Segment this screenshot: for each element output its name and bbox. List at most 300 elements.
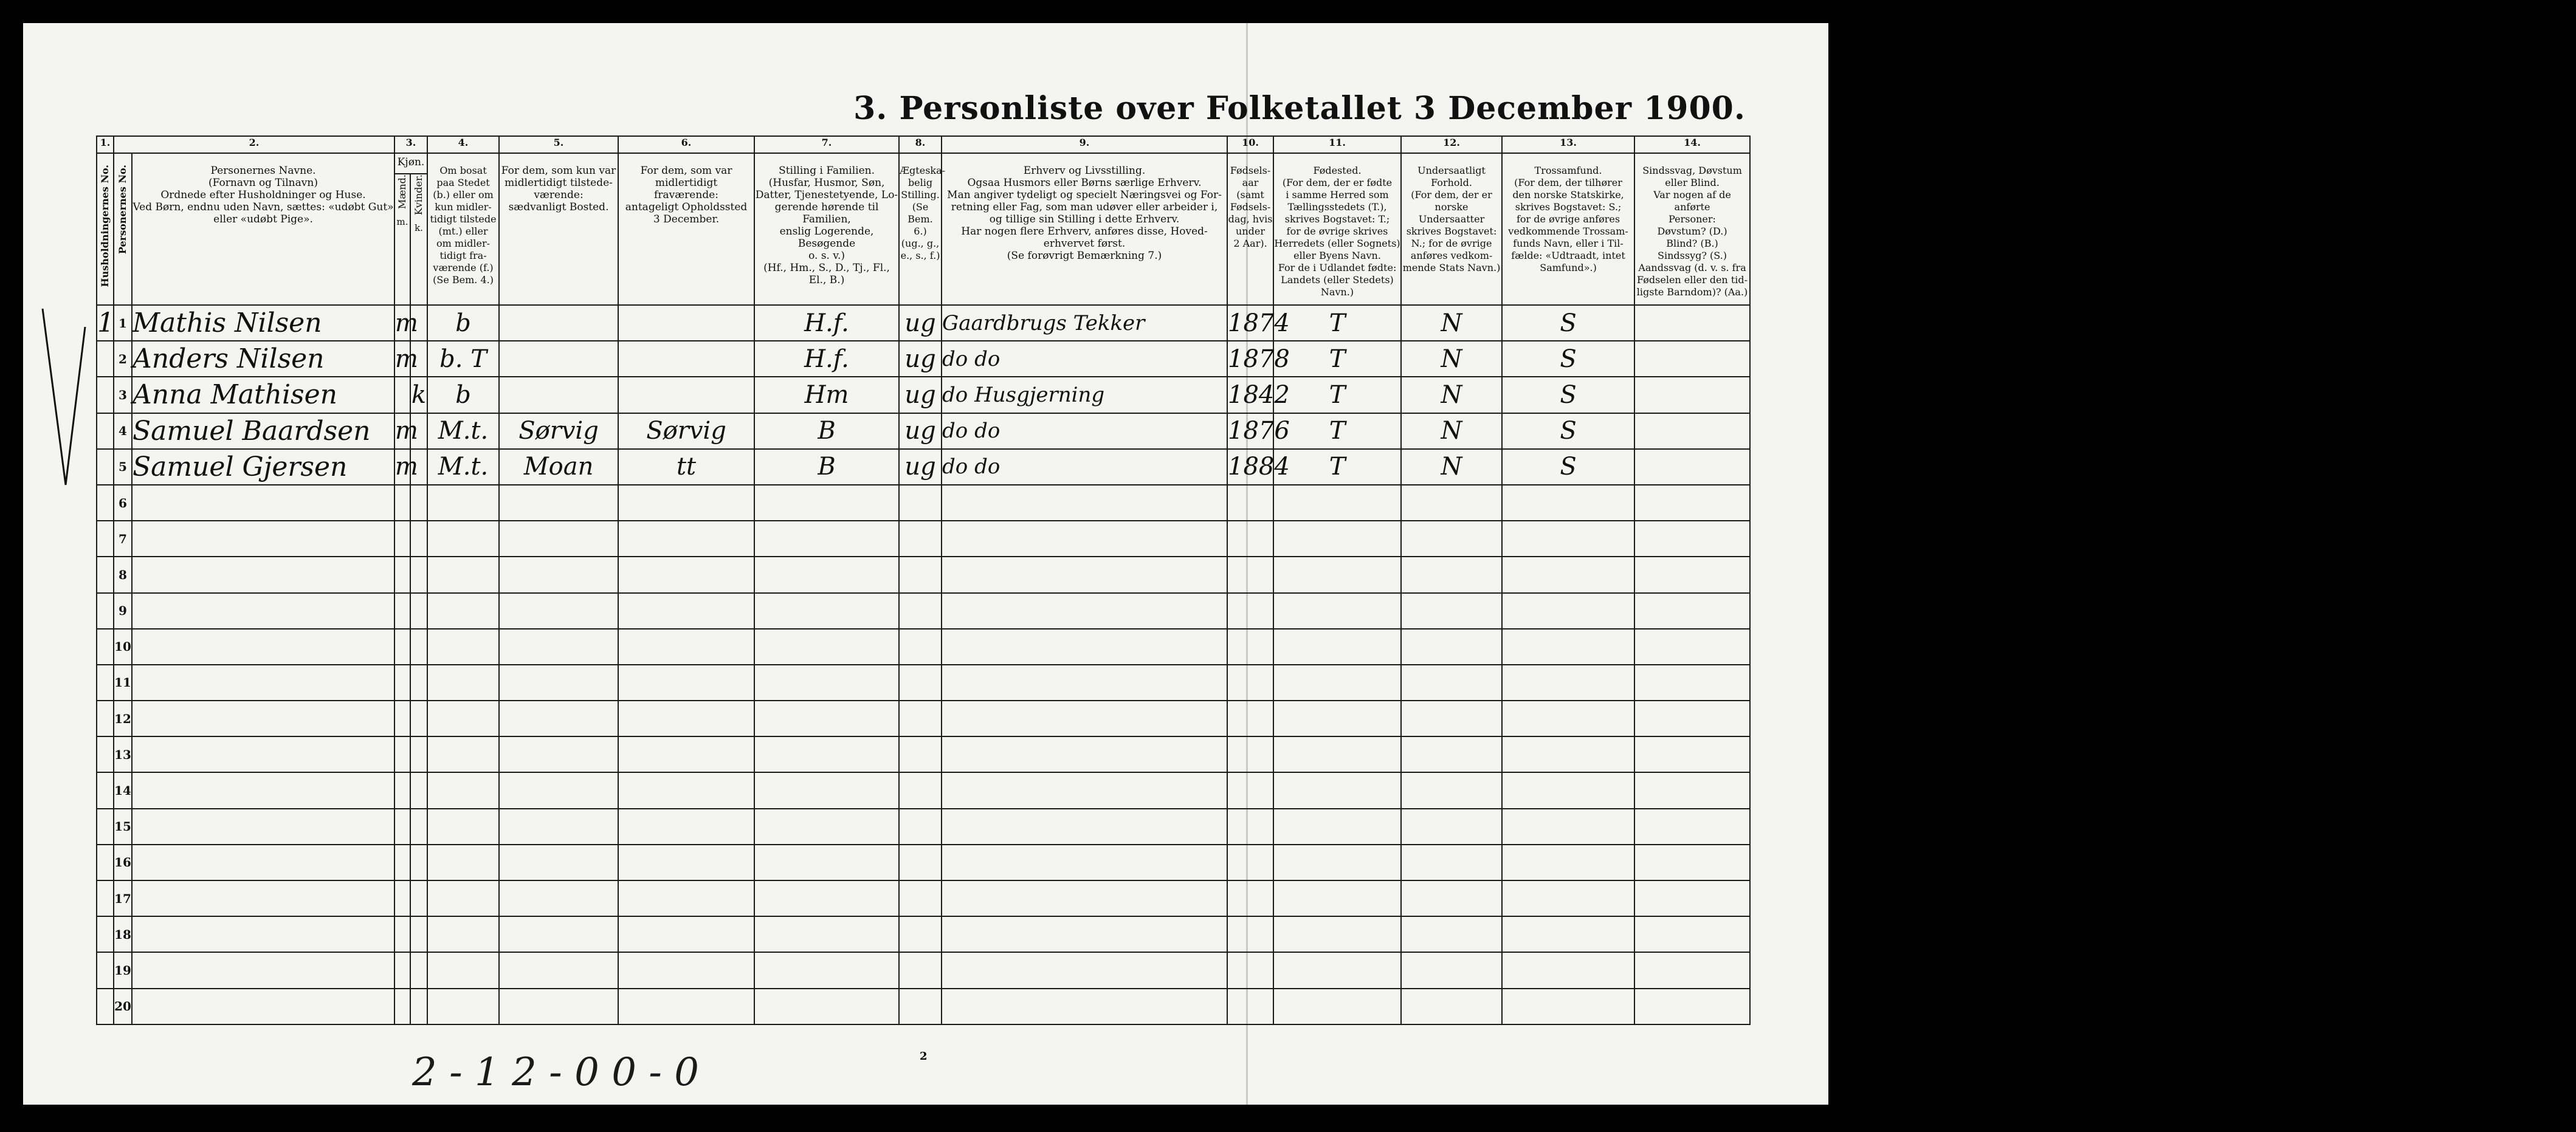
usual-residence-cell [499,521,618,557]
citizenship-cell [1401,521,1502,557]
marital-status-cell [899,809,942,845]
birthplace-cell [1273,485,1401,521]
table-row [97,701,1750,736]
person-no-cell: 18 [114,916,132,952]
gender-men-cell: m [394,341,410,377]
usual-residence-cell [499,665,618,701]
table-row [97,880,1750,916]
family-position-cell [754,701,899,736]
usual-residence-cell [499,952,618,988]
usual-residence-cell: Moan [499,449,618,485]
marital-status-cell [899,916,942,952]
birth-year-cell [1227,557,1273,592]
gender-women-cell [410,880,427,916]
household-no-cell [97,593,114,629]
birthplace-cell: T [1273,449,1401,485]
person-name-cell: Mathis Nilsen [132,305,394,341]
birth-year-cell [1227,809,1273,845]
colnum-4: 4. [427,136,499,153]
census-table-wrapper [96,135,1749,1015]
table-row [97,593,1750,629]
birth-year-cell [1227,593,1273,629]
residence-status-cell [427,809,499,845]
table-row [97,772,1750,808]
household-no-cell [97,485,114,521]
occupation-cell [942,593,1227,629]
family-position-cell [754,952,899,988]
header-citizenship: Undersaatligt Forhold. (For dem, der er norske Undersaatter skrives Bogstavet: N.; for de øvrige anføres vedkom- mende Stats Navn.) [1401,153,1502,305]
birth-year-cell [1227,845,1273,880]
table-row [97,916,1750,952]
religion-cell [1502,485,1634,521]
household-no-cell [97,736,114,772]
colnum-13: 13. [1502,136,1634,153]
column-number-row [97,136,1750,153]
occupation-cell [942,736,1227,772]
usual-residence-cell [499,377,618,413]
gender-men-cell [394,989,410,1024]
birthplace-cell [1273,701,1401,736]
household-no-cell [97,521,114,557]
gender-men-cell [394,952,410,988]
citizenship-cell [1401,736,1502,772]
temporary-location-cell [618,557,754,592]
religion-cell [1502,629,1634,665]
religion-cell [1502,952,1634,988]
header-birth-year: Fødsels- aar (samt Fødsels- dag, hvis under 2 Aar). [1227,153,1273,305]
table-row [97,449,1750,485]
religion-cell [1502,772,1634,808]
disability-cell [1634,736,1750,772]
marital-status-cell [899,593,942,629]
birthplace-cell [1273,916,1401,952]
usual-residence-cell [499,845,618,880]
citizenship-cell [1401,952,1502,988]
disability-cell [1634,629,1750,665]
person-name-cell [132,772,394,808]
family-position-cell [754,989,899,1024]
table-row [97,665,1750,701]
birth-year-cell [1227,701,1273,736]
religion-cell: S [1502,377,1634,413]
marital-status-cell: ug [899,413,942,449]
religion-cell: S [1502,449,1634,485]
citizenship-cell [1401,989,1502,1024]
occupation-cell [942,701,1227,736]
religion-cell [1502,521,1634,557]
household-no-cell [97,952,114,988]
person-no-cell: 19 [114,952,132,988]
occupation-cell [942,916,1227,952]
occupation-cell [942,989,1227,1024]
gender-men-cell [394,665,410,701]
birth-year-cell [1227,736,1273,772]
table-row [97,305,1750,341]
occupation-cell [942,809,1227,845]
occupation-cell [942,485,1227,521]
table-row [97,845,1750,880]
residence-status-cell [427,701,499,736]
birth-year-cell [1227,629,1273,665]
household-no-cell [97,377,114,413]
gender-men-cell [394,593,410,629]
birth-year-cell [1227,665,1273,701]
person-no-cell: 3 [114,377,132,413]
birth-year-cell: 1842 [1227,377,1273,413]
usual-residence-cell [499,880,618,916]
disability-cell [1634,916,1750,952]
family-position-cell [754,593,899,629]
colnum-9: 9. [942,136,1227,153]
header-birthplace: Fødested. (For dem, der er fødte i samme Herred som Tællingsstedets (T.), skrives Bogstavet: T.; for de øvrige skrives Herredets (eller Sognets) eller Byens Navn. For de i Udlandet fødte: Landets (eller Stedets) Navn.) [1273,153,1401,305]
gender-women-cell [410,629,427,665]
colnum-11: 11. [1273,136,1401,153]
religion-cell [1502,736,1634,772]
person-name-cell [132,809,394,845]
page-number: 2 [920,1050,928,1063]
family-position-cell [754,880,899,916]
gender-men-cell [394,521,410,557]
residence-status-cell: M.t. [427,449,499,485]
temporary-location-cell [618,341,754,377]
citizenship-cell: N [1401,413,1502,449]
family-position-cell [754,665,899,701]
birthplace-cell [1273,952,1401,988]
gender-women-cell [410,593,427,629]
census-rows [97,305,1750,1024]
usual-residence-cell [499,341,618,377]
person-no-cell: 10 [114,629,132,665]
usual-residence-cell [499,593,618,629]
usual-residence-cell: Sørvig [499,413,618,449]
gender-men-cell [394,772,410,808]
person-name-cell [132,952,394,988]
birth-year-cell [1227,916,1273,952]
religion-cell [1502,701,1634,736]
person-name-cell [132,701,394,736]
table-row [97,952,1750,988]
person-name-cell: Anna Mathisen [132,377,394,413]
family-position-cell: B [754,449,899,485]
temporary-location-cell [618,485,754,521]
marital-status-cell [899,772,942,808]
household-no-cell [97,665,114,701]
occupation-cell: do Husgjerning [942,377,1227,413]
occupation-cell: do do [942,413,1227,449]
person-name-cell [132,665,394,701]
person-no-cell: 16 [114,845,132,880]
marital-status-cell: ug [899,305,942,341]
gender-women-cell [410,845,427,880]
person-no-cell: 1 [114,305,132,341]
temporary-location-cell [618,377,754,413]
household-no-cell [97,701,114,736]
family-position-cell [754,845,899,880]
family-position-cell [754,916,899,952]
temporary-location-cell [618,593,754,629]
marital-status-cell: ug [899,449,942,485]
temporary-location-cell [618,305,754,341]
occupation-cell [942,521,1227,557]
colnum-2: 2. [114,136,394,153]
marital-status-cell [899,701,942,736]
gender-women-cell [410,772,427,808]
birth-year-cell [1227,880,1273,916]
household-no-cell [97,845,114,880]
marital-status-cell [899,485,942,521]
birth-year-cell: 1884 [1227,449,1273,485]
citizenship-cell [1401,916,1502,952]
person-no-cell: 11 [114,665,132,701]
residence-status-cell [427,916,499,952]
colnum-5: 5. [499,136,618,153]
gender-women-cell [410,557,427,592]
residence-status-cell [427,736,499,772]
gender-men-cell [394,736,410,772]
person-name-cell [132,880,394,916]
disability-cell [1634,845,1750,880]
gender-men-cell: m [394,449,410,485]
citizenship-cell [1401,701,1502,736]
birth-year-cell [1227,952,1273,988]
person-no-cell: 20 [114,989,132,1024]
birth-year-cell: 1876 [1227,413,1273,449]
temporary-location-cell [618,952,754,988]
disability-cell [1634,377,1750,413]
residence-status-cell [427,989,499,1024]
table-row [97,377,1750,413]
person-name-cell [132,989,394,1024]
marital-status-cell [899,989,942,1024]
household-no-cell [97,341,114,377]
family-position-cell [754,772,899,808]
marital-status-cell [899,736,942,772]
birthplace-cell [1273,665,1401,701]
disability-cell [1634,772,1750,808]
header-marital-status: Ægteska- belig Stilling. (Se Bem. 6.) (ug., g., e., s., f.) [899,153,942,305]
colnum-12: 12. [1401,136,1502,153]
household-bracket [36,303,91,497]
occupation-cell [942,665,1227,701]
birthplace-cell: T [1273,377,1401,413]
household-no-cell [97,449,114,485]
birthplace-cell: T [1273,413,1401,449]
gender-men-cell: m [394,413,410,449]
gender-men-cell: m [394,305,410,341]
residence-status-cell: M.t. [427,413,499,449]
family-position-cell [754,736,899,772]
person-no-cell: 2 [114,341,132,377]
header-religion: Trossamfund. (For dem, der tilhører den norske Statskirke, skrives Bogstavet: S.; for de øvrige anføres vedkommende Trossam- funds Navn, eller i Til- fælde: «Udtraadt, intet Samfund».) [1502,153,1634,305]
census-table [96,135,1751,1025]
colnum-1: 1. [97,136,114,153]
person-name-cell: Samuel Gjersen [132,449,394,485]
religion-cell: S [1502,341,1634,377]
gender-men-cell [394,845,410,880]
citizenship-cell [1401,880,1502,916]
disability-cell [1634,880,1750,916]
temporary-location-cell [618,916,754,952]
person-no-cell: 7 [114,521,132,557]
marital-status-cell [899,521,942,557]
disability-cell [1634,449,1750,485]
household-no-cell: 1 [97,305,114,341]
gender-men-cell [394,485,410,521]
occupation-cell [942,557,1227,592]
residence-status-cell [427,952,499,988]
gender-men-cell [394,377,410,413]
person-no-cell: 13 [114,736,132,772]
birthplace-cell [1273,845,1401,880]
temporary-location-cell [618,845,754,880]
column-header-row [97,153,1750,174]
person-no-cell: 15 [114,809,132,845]
colnum-10: 10. [1227,136,1273,153]
citizenship-cell: N [1401,449,1502,485]
gender-women-cell [410,736,427,772]
disability-cell [1634,557,1750,592]
disability-cell [1634,341,1750,377]
residence-status-cell: b [427,305,499,341]
temporary-location-cell [618,629,754,665]
occupation-cell: Gaardbrugs Tekker [942,305,1227,341]
gender-women-cell [410,665,427,701]
citizenship-cell: N [1401,305,1502,341]
usual-residence-cell [499,629,618,665]
religion-cell [1502,809,1634,845]
religion-cell: S [1502,305,1634,341]
marital-status-cell [899,880,942,916]
gender-women-cell [410,916,427,952]
person-no-cell: 9 [114,593,132,629]
birth-year-cell [1227,521,1273,557]
usual-residence-cell [499,701,618,736]
marital-status-cell [899,629,942,665]
occupation-cell [942,845,1227,880]
citizenship-cell [1401,485,1502,521]
birthplace-cell [1273,521,1401,557]
citizenship-cell: N [1401,377,1502,413]
birthplace-cell [1273,736,1401,772]
gender-women-cell [410,952,427,988]
temporary-location-cell [618,772,754,808]
header-family-position: Stilling i Familien. (Husfar, Husmor, Søn, Datter, Tjenestetyende, Lo- gerende hørende til Familien, enslig Logerende, Besøgende o. s. v.) (Hf., Hm., S., D., Tj., Fl., El., B.) [754,153,899,305]
residence-status-cell [427,557,499,592]
person-no-cell: 4 [114,413,132,449]
disability-cell [1634,701,1750,736]
household-no-cell [97,880,114,916]
header-gender-men: Mænd. m. [394,174,410,305]
person-no-cell: 12 [114,701,132,736]
gender-women-cell [410,485,427,521]
person-name-cell [132,736,394,772]
colnum-3: 3. [394,136,427,153]
gender-women-cell [410,809,427,845]
religion-cell [1502,880,1634,916]
birthplace-cell [1273,989,1401,1024]
religion-cell [1502,845,1634,880]
disability-cell [1634,809,1750,845]
religion-cell [1502,916,1634,952]
usual-residence-cell [499,989,618,1024]
birthplace-cell [1273,557,1401,592]
person-no-cell: 14 [114,772,132,808]
table-row [97,413,1750,449]
birth-year-cell [1227,989,1273,1024]
household-no-cell [97,629,114,665]
residence-status-cell [427,629,499,665]
marital-status-cell [899,665,942,701]
usual-residence-cell [499,772,618,808]
table-row [97,521,1750,557]
birthplace-cell [1273,593,1401,629]
usual-residence-cell [499,736,618,772]
colnum-8: 8. [899,136,942,153]
header-person-no: Personernes No. [114,153,132,305]
family-position-cell: H.f. [754,341,899,377]
usual-residence-cell [499,485,618,521]
family-position-cell [754,557,899,592]
header-household-no: Husholdningernes No. [97,153,114,305]
disability-cell [1634,665,1750,701]
disability-cell [1634,305,1750,341]
gender-women-cell [410,701,427,736]
citizenship-cell [1401,629,1502,665]
occupation-cell: do do [942,341,1227,377]
gender-men-cell [394,557,410,592]
residence-status-cell [427,593,499,629]
table-row [97,341,1750,377]
temporary-location-cell [618,521,754,557]
table-row [97,557,1750,592]
household-no-cell [97,557,114,592]
household-no-cell [97,989,114,1024]
temporary-location-cell [618,701,754,736]
header-usual-residence: For dem, som kun var midlertidigt tilstede- værende: sædvanligt Bosted. [499,153,618,305]
disability-cell [1634,952,1750,988]
table-row [97,485,1750,521]
family-position-cell [754,629,899,665]
marital-status-cell [899,952,942,988]
citizenship-cell [1401,772,1502,808]
residence-status-cell [427,485,499,521]
citizenship-cell [1401,593,1502,629]
household-no-cell [97,916,114,952]
citizenship-cell [1401,665,1502,701]
gender-men-cell [394,880,410,916]
colnum-6: 6. [618,136,754,153]
family-position-cell: Hm [754,377,899,413]
temporary-location-cell [618,880,754,916]
usual-residence-cell [499,809,618,845]
marital-status-cell [899,557,942,592]
residence-status-cell [427,665,499,701]
gender-men-cell [394,629,410,665]
household-no-cell [97,809,114,845]
table-row [97,629,1750,665]
family-position-cell: H.f. [754,305,899,341]
citizenship-cell [1401,557,1502,592]
residence-status-cell [427,772,499,808]
header-person-names: Personernes Navne. (Fornavn og Tilnavn) Ordnede efter Husholdninger og Huse. Ved Børn, endnu uden Navn, sættes: «udøbt Gut» eller «udøbt Pige». [132,153,394,305]
birthplace-cell [1273,880,1401,916]
household-no-cell [97,413,114,449]
person-name-cell [132,557,394,592]
person-no-cell: 5 [114,449,132,485]
birth-year-cell: 1878 [1227,341,1273,377]
citizenship-cell [1401,809,1502,845]
residence-status-cell: b. T [427,341,499,377]
